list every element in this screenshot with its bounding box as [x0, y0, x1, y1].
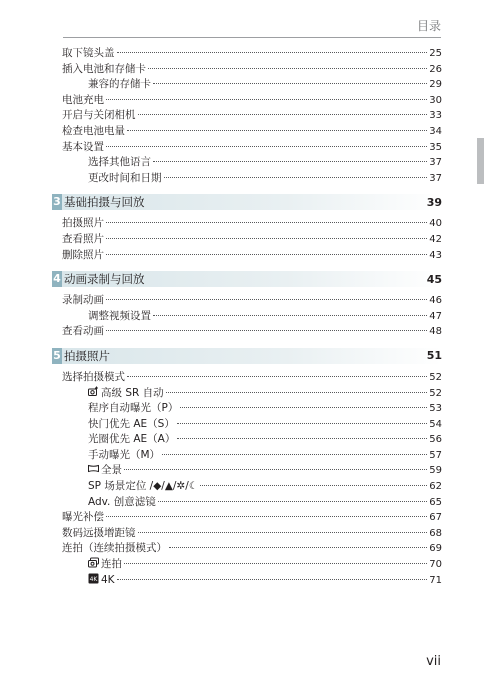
chapter-page: 51 — [426, 349, 442, 363]
dot-leader — [166, 392, 428, 393]
toc-entry-title — [62, 232, 104, 248]
dot-leader — [106, 146, 427, 147]
toc-entry[interactable] — [62, 448, 442, 464]
toc-entry-page: 65 — [429, 496, 442, 508]
toc-entry-page: 35 — [429, 141, 442, 153]
toc-entry-title — [62, 510, 104, 526]
toc-entry-page: 52 — [429, 371, 442, 383]
dot-leader — [164, 177, 428, 178]
side-tab-marker — [477, 138, 484, 184]
page-header-title: 目录 — [416, 19, 441, 33]
toc-entry[interactable] — [62, 557, 442, 573]
dot-leader — [138, 114, 428, 115]
toc-entry[interactable] — [62, 479, 442, 495]
toc-entry-text: 连拍（连续拍摄模式） — [62, 542, 167, 555]
toc-entry-text: 录制动画 — [62, 294, 104, 307]
chapter-number: 4 — [53, 272, 61, 286]
toc-entry-title — [62, 46, 115, 62]
toc-entry-page: 37 — [429, 157, 442, 169]
toc-entry-text: 调整视频设置 — [88, 309, 151, 322]
dot-leader — [106, 99, 427, 100]
toc-entry-text: 电池充电 — [62, 93, 104, 106]
toc-entry-text: 查看动画 — [62, 325, 104, 338]
toc-entry-page: 56 — [429, 434, 442, 446]
dot-leader — [106, 299, 427, 300]
dot-leader — [177, 438, 427, 439]
toc-entry-text: 全景 — [101, 464, 122, 477]
toc-entry-title — [62, 93, 104, 109]
toc-entry[interactable] — [62, 370, 442, 386]
toc-entry[interactable] — [62, 432, 442, 448]
toc-entry[interactable] — [62, 46, 442, 62]
toc-entry[interactable] — [62, 309, 442, 325]
toc-entry-title — [62, 108, 136, 124]
toc-entry-text: 选择其他语言 — [88, 156, 151, 169]
toc-entry-title — [62, 248, 104, 264]
toc-entry-title — [88, 171, 162, 187]
chapter-title: 拍摄照片 — [64, 348, 110, 363]
toc-entry-title — [88, 386, 164, 402]
toc-entry-title — [62, 62, 146, 78]
toc-entry-page: 67 — [429, 512, 442, 524]
toc-entry-text: 光圈优先 AE（A） — [88, 433, 176, 446]
toc-entry-title — [88, 155, 151, 171]
chapter-number: 3 — [53, 195, 61, 209]
toc-entry[interactable] — [62, 108, 442, 124]
toc-entry-title — [62, 140, 104, 156]
toc-entry-page: 71 — [429, 574, 442, 586]
toc-entry-title — [88, 309, 151, 325]
toc-entry-text: 检查电池电量 — [62, 124, 125, 137]
dot-leader — [200, 485, 427, 486]
dot-leader — [177, 423, 427, 424]
toc-entry-title — [62, 324, 104, 340]
toc-entry-page: 26 — [429, 63, 442, 75]
toc-entry[interactable] — [62, 216, 442, 232]
chapter-title: 动画录制与回放 — [64, 272, 145, 287]
toc-entry-text: Adv. 创意滤镜 — [88, 495, 156, 508]
toc-entry-text: 选择拍摄模式 — [62, 370, 125, 383]
panorama-icon — [88, 463, 99, 474]
page-number: vii — [426, 654, 441, 669]
dot-leader — [169, 547, 427, 548]
toc-entry-page: 37 — [429, 172, 442, 184]
dot-leader — [106, 222, 427, 223]
toc-entry-text: 删除照片 — [62, 248, 104, 261]
chapter-heading[interactable] — [52, 194, 442, 210]
dot-leader — [162, 454, 427, 455]
toc-entry[interactable] — [62, 77, 442, 93]
chapter-heading[interactable] — [52, 271, 442, 287]
dot-leader — [153, 161, 427, 162]
dot-leader — [106, 330, 427, 331]
toc-entry-title — [62, 216, 104, 232]
toc-entry-title — [62, 541, 167, 557]
toc-entry-title — [62, 293, 104, 309]
toc-entry-page: 68 — [429, 527, 442, 539]
toc-entry[interactable] — [62, 510, 442, 526]
toc-entry[interactable] — [62, 124, 442, 140]
toc-entry-text: 兼容的存储卡 — [88, 78, 151, 91]
toc-entry-page: 30 — [429, 94, 442, 106]
toc-entry-text: 更改时间和日期 — [88, 171, 162, 184]
toc-entry[interactable] — [62, 495, 442, 511]
toc-entry-page: 69 — [429, 543, 442, 555]
toc-entry-text: 快门优先 AE（S） — [88, 417, 175, 430]
toc-entry[interactable] — [62, 541, 442, 557]
toc-entry-text: 拍摄照片 — [62, 217, 104, 230]
toc-entry[interactable] — [62, 155, 442, 171]
toc-entry-page: 62 — [429, 481, 442, 493]
chapter-heading[interactable] — [52, 348, 442, 364]
dot-leader — [106, 254, 427, 255]
dot-leader — [117, 52, 428, 53]
toc-entry-page: 52 — [429, 387, 442, 399]
table-of-contents — [53, 46, 442, 588]
dot-leader — [106, 238, 427, 239]
toc-entry[interactable] — [62, 386, 442, 402]
toc-entry-title — [88, 557, 122, 573]
toc-entry[interactable] — [62, 62, 442, 78]
toc-entry[interactable] — [62, 417, 442, 433]
toc-entry-title — [88, 495, 156, 511]
toc-entry-text: 开启与关闭相机 — [62, 109, 136, 122]
toc-entry-page: 33 — [429, 110, 442, 122]
4k-icon — [88, 573, 99, 584]
toc-entry-text: 插入电池和存储卡 — [62, 62, 146, 75]
toc-entry[interactable] — [62, 248, 442, 264]
toc-entry[interactable] — [62, 573, 442, 589]
toc-entry-page: 42 — [429, 233, 442, 245]
dot-leader — [106, 516, 427, 517]
toc-entry-title — [62, 124, 125, 140]
toc-entry-text: 4K — [101, 573, 115, 586]
toc-entry-page: 29 — [429, 79, 442, 91]
dot-leader — [124, 469, 427, 470]
toc-entry-title — [62, 526, 136, 542]
toc-entry-text: 连拍 — [101, 558, 122, 571]
toc-entry-title — [88, 479, 198, 495]
dot-leader — [158, 501, 428, 502]
toc-entry-page: 54 — [429, 418, 442, 430]
toc-entry-text: 手动曝光（M） — [88, 448, 161, 461]
dot-leader — [153, 315, 427, 316]
toc-entry-page: 40 — [429, 218, 442, 230]
toc-entry[interactable] — [62, 232, 442, 248]
toc-entry-page: 70 — [429, 559, 442, 571]
toc-entry-page: 34 — [429, 125, 442, 137]
toc-entry-page: 48 — [429, 326, 442, 338]
chapter-page: 45 — [426, 272, 442, 286]
toc-entry-page: 57 — [429, 449, 442, 461]
toc-entry-text: 取下镜头盖 — [62, 47, 115, 59]
toc-entry[interactable] — [62, 463, 442, 479]
dot-leader — [127, 130, 427, 131]
toc-entry-text: 程序自动曝光（P） — [88, 402, 179, 415]
dot-leader — [124, 563, 427, 564]
toc-entry[interactable] — [62, 526, 442, 542]
toc-entry-page: 53 — [429, 403, 442, 415]
toc-entry[interactable] — [62, 140, 442, 156]
toc-entry-text: 查看照片 — [62, 232, 104, 245]
toc-entry-title — [88, 432, 175, 448]
toc-entry-title — [88, 463, 122, 479]
toc-entry-title — [88, 417, 175, 433]
toc-entry[interactable] — [62, 293, 442, 309]
camera-sr-icon — [88, 386, 99, 397]
toc-entry[interactable] — [62, 93, 442, 109]
dot-leader — [138, 532, 428, 533]
chapter-page: 39 — [426, 195, 442, 209]
toc-entry-page: 59 — [429, 465, 442, 477]
toc-entry-text: 高级 SR 自动 — [101, 386, 164, 399]
toc-entry-text: 数码远摄增距镜 — [62, 526, 136, 539]
dot-leader — [127, 376, 427, 377]
toc-entry-text: 曝光补偿 — [62, 511, 104, 524]
dot-leader — [153, 83, 427, 84]
toc-entry-title — [88, 573, 115, 589]
toc-entry-title — [88, 448, 160, 464]
toc-entry-title — [88, 77, 151, 93]
toc-entry[interactable] — [62, 401, 442, 417]
svg-text:4K: 4K — [89, 575, 98, 583]
dot-leader — [117, 579, 428, 580]
burst-icon — [88, 557, 99, 568]
toc-entry-title — [62, 370, 125, 386]
toc-entry-text: SP 场景定位 /◆/▲/✲/☾ — [88, 480, 199, 493]
chapter-number: 5 — [53, 348, 61, 362]
dot-leader — [180, 407, 427, 408]
toc-entry[interactable] — [62, 171, 442, 187]
toc-entry-text: 基本设置 — [62, 140, 104, 153]
chapter-title: 基础拍摄与回放 — [64, 195, 145, 210]
header-rule — [63, 37, 441, 38]
dot-leader — [148, 68, 427, 69]
toc-entry-page: 46 — [429, 295, 442, 307]
toc-entry-page: 25 — [429, 48, 442, 59]
toc-entry-title — [88, 401, 178, 417]
toc-entry[interactable] — [62, 324, 442, 340]
toc-entry-page: 43 — [429, 249, 442, 261]
toc-entry-page: 47 — [429, 310, 442, 322]
